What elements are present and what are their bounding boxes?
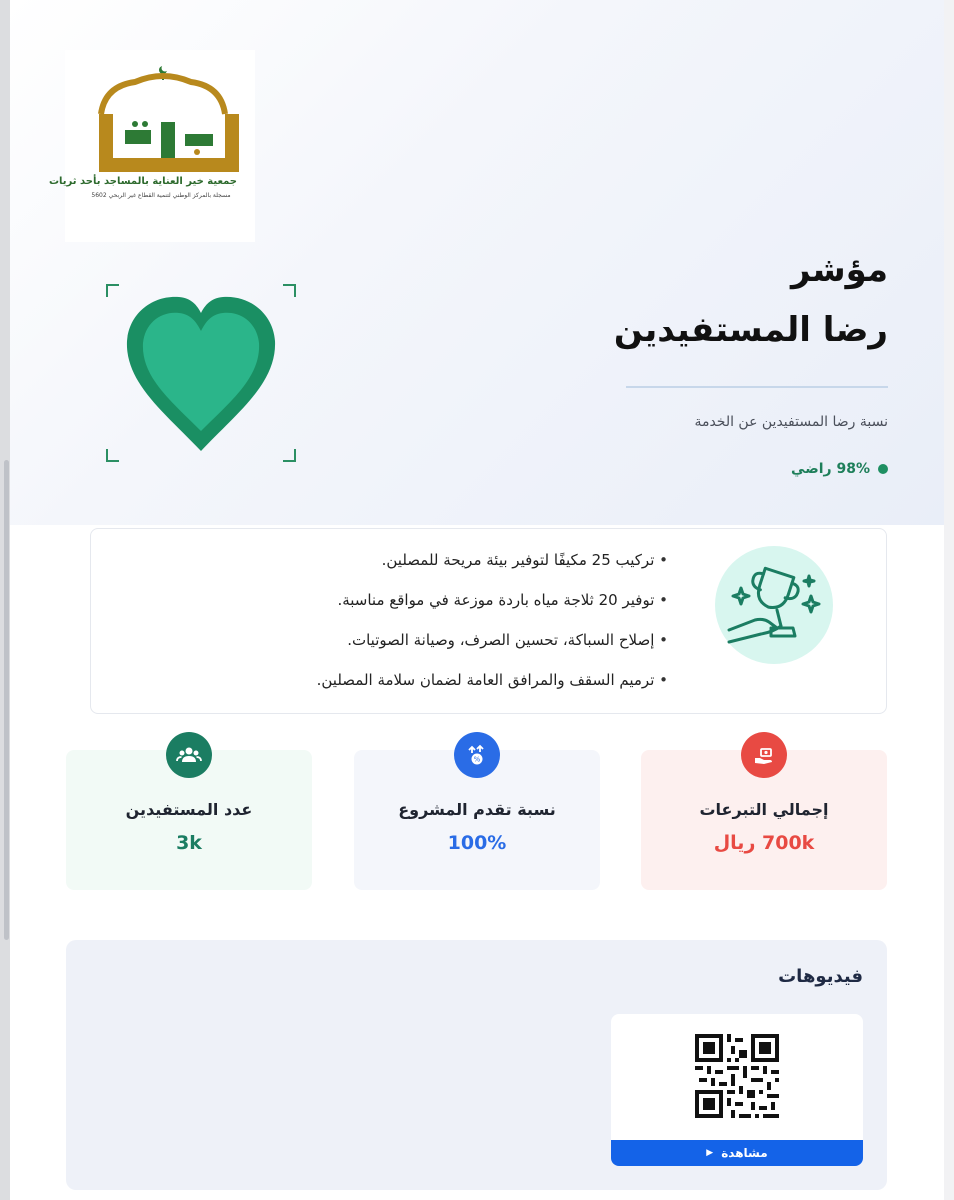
page	[10, 0, 944, 1200]
play-icon: ▶	[706, 1148, 714, 1158]
scrollbar[interactable]	[4, 460, 9, 940]
videos-section	[66, 940, 887, 1190]
hero-section	[10, 0, 944, 525]
svg-text:%: %	[473, 755, 481, 764]
progress-value: 100%	[447, 832, 507, 854]
donations-value: 700k ريال	[713, 832, 815, 854]
status-dot-icon	[878, 464, 888, 474]
percent-growth-icon	[454, 732, 500, 778]
videos-title: فيديوهات	[778, 966, 863, 987]
task-item: • توفير 20 ثلاجة مياه باردة موزعة في مواقع مناسبة.	[268, 589, 668, 629]
right-edge-track	[944, 0, 954, 1200]
watch-label: مشاهدة	[721, 1146, 768, 1160]
heart-icon	[105, 283, 297, 463]
users-group-icon	[166, 732, 212, 778]
mosque-dome-logo-icon	[48, 50, 255, 242]
video-card[interactable]	[611, 1014, 863, 1166]
tasks-card	[90, 528, 887, 714]
beneficiaries-value: 3k	[176, 832, 202, 854]
indicator-title-line1: مؤشر	[791, 250, 888, 290]
stat-card-donations	[641, 750, 887, 890]
stat-card-progress	[354, 750, 600, 890]
title-divider	[626, 386, 888, 388]
donation-hand-icon	[741, 732, 787, 778]
donations-label: إجمالي التبرعات	[699, 800, 829, 819]
tasks-list	[268, 549, 668, 709]
indicator-title-line2: رضا المستفيدين	[613, 310, 888, 350]
satisfaction-text: 98% راضي	[791, 461, 870, 477]
beneficiaries-label: عدد المستفيدين	[125, 800, 253, 819]
task-item: • ترميم السقف والمرافق العامة لضمان سلامة المصلين.	[268, 669, 668, 709]
watch-button[interactable]	[611, 1140, 863, 1166]
logo-org-name: جمعية خير العناية بالمساجد بأحد ثريات	[48, 176, 237, 187]
task-item: • تركيب 25 مكيفًا لتوفير بيئة مريحة للمصلين.	[268, 549, 668, 589]
heart-frame	[105, 283, 297, 463]
stat-card-beneficiaries	[66, 750, 312, 890]
org-logo	[48, 50, 255, 242]
indicator-subtitle: نسبة رضا المستفيدين عن الخدمة	[694, 414, 888, 430]
task-item: • إصلاح السباكة، تحسين الصرف، وصيانة الصوتيات.	[268, 629, 668, 669]
logo-registration: مسجلة بالمركز الوطني لتنمية القطاع غير الربحي 5602	[91, 192, 231, 199]
trophy-badge	[715, 546, 833, 664]
progress-label: نسبة تقدم المشروع	[398, 800, 556, 819]
satisfaction-readout	[791, 461, 888, 477]
qr-code-icon	[695, 1034, 779, 1118]
trophy-icon	[715, 546, 833, 664]
